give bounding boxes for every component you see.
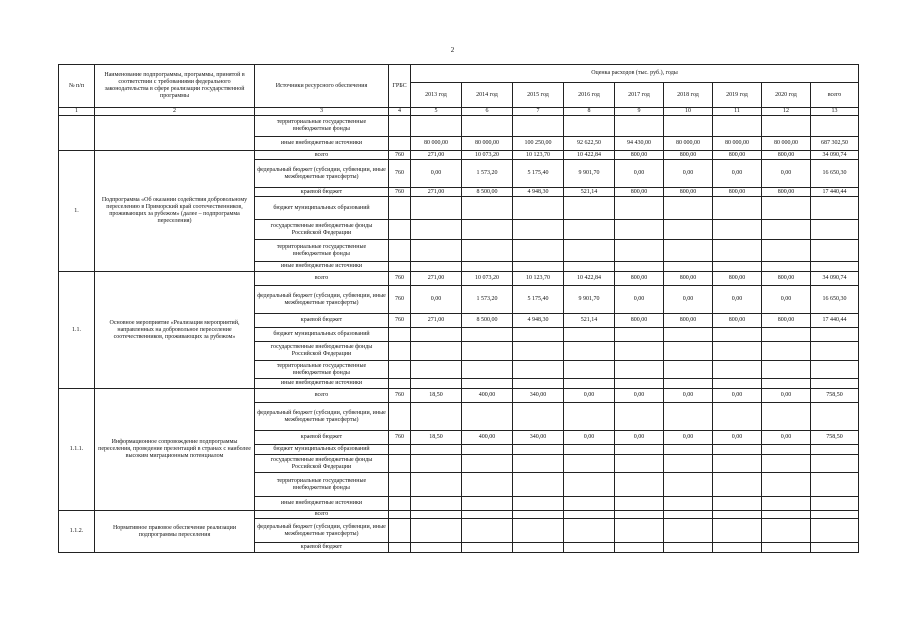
value-cell: 10 073,20 — [462, 151, 513, 160]
row-name: Основное мероприятие «Реализация мероприятий, направленных на добровольное переселение соотечественников, проживающих за рубежом» — [95, 272, 255, 389]
source-label: всего — [255, 272, 389, 286]
source-label: краевой бюджет — [255, 314, 389, 328]
source-label: территориальные государственные внебюджетные фонды — [255, 361, 389, 379]
row-num: 1.1.2. — [59, 511, 95, 553]
source-label: федеральный бюджет (субсидии, субвенции, иные межбюджетные трансферты) — [255, 160, 389, 188]
index-cell: 6 — [462, 108, 513, 116]
value-cell: 340,00 — [513, 431, 564, 445]
value-cell: 80 000,00 — [664, 137, 713, 151]
value-cell: 80 000,00 — [411, 137, 462, 151]
index-cell: 2 — [95, 108, 255, 116]
value-cell: 0,00 — [762, 389, 811, 403]
value-cell: 800,00 — [664, 314, 713, 328]
value-cell: 10 422,84 — [564, 151, 615, 160]
index-cell: 13 — [811, 108, 859, 116]
value-cell: 0,00 — [762, 160, 811, 188]
value-cell: 800,00 — [713, 151, 762, 160]
value-cell: 9 901,70 — [564, 160, 615, 188]
value-cell: 521,14 — [564, 314, 615, 328]
header-year: 2015 год — [513, 83, 564, 108]
source-label: краевой бюджет — [255, 431, 389, 445]
table-row — [59, 272, 859, 286]
value-cell: 271,00 — [411, 314, 462, 328]
value-cell: 271,00 — [411, 151, 462, 160]
value-cell: 800,00 — [713, 314, 762, 328]
value-cell: 0,00 — [615, 389, 664, 403]
resource-table — [58, 64, 859, 553]
value-cell: 758,50 — [811, 389, 859, 403]
page-number: 2 — [450, 46, 455, 54]
value-cell: 18,50 — [411, 431, 462, 445]
value-cell: 800,00 — [762, 314, 811, 328]
source-label: иные внебюджетные источники — [255, 497, 389, 511]
table-row — [59, 389, 859, 403]
source-label: федеральный бюджет (субсидии, субвенции, иные межбюджетные трансферты) — [255, 403, 389, 431]
value-cell: 800,00 — [713, 272, 762, 286]
value-cell: 0,00 — [411, 286, 462, 314]
index-cell: 7 — [513, 108, 564, 116]
source-label: государственные внебюджетные фонды Российской Федерации — [255, 342, 389, 361]
value-cell: 0,00 — [615, 431, 664, 445]
source-label: территориальные государственные внебюджетные фонды — [255, 240, 389, 262]
source-label: краевой бюджет — [255, 188, 389, 197]
header-year: 2014 год — [462, 83, 513, 108]
value-cell: 758,50 — [811, 431, 859, 445]
grbs-cell: 760 — [389, 389, 411, 403]
header-year: 2017 год — [615, 83, 664, 108]
source-label: бюджет муниципальных образований — [255, 197, 389, 220]
source-label: всего — [255, 151, 389, 160]
source-label: краевой бюджет — [255, 543, 389, 553]
value-cell: 1 573,20 — [462, 286, 513, 314]
value-cell: 10 073,20 — [462, 272, 513, 286]
table-row — [59, 151, 859, 160]
header-source: Источники ресурсного обеспечения — [255, 65, 389, 108]
value-cell: 0,00 — [411, 160, 462, 188]
value-cell: 800,00 — [664, 188, 713, 197]
value-cell: 800,00 — [762, 272, 811, 286]
source-label: территориальные государственные внебюджетные фонды — [255, 116, 389, 137]
source-label: федеральный бюджет (субсидии, субвенции, иные межбюджетные трансферты) — [255, 519, 389, 543]
source-label: иные внебюджетные источники — [255, 379, 389, 389]
table-row — [59, 116, 859, 137]
index-cell: 5 — [411, 108, 462, 116]
value-cell: 0,00 — [762, 286, 811, 314]
value-cell: 0,00 — [664, 389, 713, 403]
row-name: Нормативное правовое обеспечение реализации подпрограммы переселения — [95, 511, 255, 553]
value-cell: 100 250,00 — [513, 137, 564, 151]
grbs-cell: 760 — [389, 314, 411, 328]
value-cell: 800,00 — [664, 151, 713, 160]
index-cell: 10 — [664, 108, 713, 116]
source-label: иные внебюджетные источники — [255, 262, 389, 272]
row-num — [59, 116, 95, 151]
header-year: 2016 год — [564, 83, 615, 108]
header-num: № п/п — [59, 65, 95, 108]
row-num: 1.1. — [59, 272, 95, 389]
source-label: государственные внебюджетные фонды Российской Федерации — [255, 455, 389, 473]
source-label: территориальные государственные внебюджетные фонды — [255, 473, 389, 497]
value-cell: 80 000,00 — [462, 137, 513, 151]
row-name: Информационное сопровождение подпрограммы переселения, проведение презентаций в странах с наиболее высоким миграционным потенциалом — [95, 389, 255, 511]
value-cell: 17 440,44 — [811, 314, 859, 328]
grbs-cell: 760 — [389, 272, 411, 286]
grbs-cell: 760 — [389, 431, 411, 445]
value-cell: 400,00 — [462, 431, 513, 445]
index-cell: 1 — [59, 108, 95, 116]
table-row — [59, 511, 859, 519]
value-cell: 10 123,70 — [513, 151, 564, 160]
value-cell: 0,00 — [564, 389, 615, 403]
value-cell: 0,00 — [615, 160, 664, 188]
header-grbs: ГРБС — [389, 65, 411, 108]
value-cell: 4 948,30 — [513, 188, 564, 197]
index-cell: 8 — [564, 108, 615, 116]
value-cell: 0,00 — [664, 286, 713, 314]
header-year: 2018 год — [664, 83, 713, 108]
value-cell: 16 650,30 — [811, 286, 859, 314]
value-cell: 0,00 — [762, 431, 811, 445]
header-year: 2013 год — [411, 83, 462, 108]
row-name: Подпрограмма «Об оказании содействия добровольному переселению в Приморский край соотечественников, проживающих за рубежом» (далее – подпрограмма переселения) — [95, 151, 255, 272]
source-label: государственные внебюджетные фонды Российской Федерации — [255, 220, 389, 240]
value-cell: 800,00 — [762, 188, 811, 197]
value-cell: 5 175,40 — [513, 160, 564, 188]
value-cell: 8 500,00 — [462, 188, 513, 197]
index-cell: 9 — [615, 108, 664, 116]
value-cell: 800,00 — [615, 151, 664, 160]
index-cell: 4 — [389, 108, 411, 116]
value-cell: 0,00 — [664, 431, 713, 445]
row-num: 1. — [59, 151, 95, 272]
value-cell: 521,14 — [564, 188, 615, 197]
value-cell: 400,00 — [462, 389, 513, 403]
value-cell: 800,00 — [615, 272, 664, 286]
index-row — [59, 108, 859, 116]
source-label: иные внебюджетные источники — [255, 137, 389, 151]
header-year: 2019 год — [713, 83, 762, 108]
grbs-cell: 760 — [389, 286, 411, 314]
value-cell: 800,00 — [664, 272, 713, 286]
value-cell: 800,00 — [615, 188, 664, 197]
value-cell: 1 573,20 — [462, 160, 513, 188]
value-cell: 92 622,50 — [564, 137, 615, 151]
value-cell: 0,00 — [615, 286, 664, 314]
grbs-cell: 760 — [389, 188, 411, 197]
value-cell: 800,00 — [762, 151, 811, 160]
index-cell: 12 — [762, 108, 811, 116]
value-cell: 5 175,40 — [513, 286, 564, 314]
row-num: 1.1.1. — [59, 389, 95, 511]
value-cell: 0,00 — [564, 431, 615, 445]
value-cell: 800,00 — [713, 188, 762, 197]
grbs-cell: 760 — [389, 151, 411, 160]
value-cell: 18,50 — [411, 389, 462, 403]
row-name — [95, 116, 255, 151]
value-cell: 10 123,70 — [513, 272, 564, 286]
source-label: федеральный бюджет (субсидии, субвенции, иные межбюджетные трансферты) — [255, 286, 389, 314]
index-cell: 11 — [713, 108, 762, 116]
value-cell: 0,00 — [713, 286, 762, 314]
value-cell: 9 901,70 — [564, 286, 615, 314]
value-cell: 0,00 — [713, 389, 762, 403]
header-year-total: всего — [811, 83, 859, 108]
value-cell: 0,00 — [713, 160, 762, 188]
header-year: 2020 год — [762, 83, 811, 108]
value-cell: 34 090,74 — [811, 272, 859, 286]
source-label: всего — [255, 511, 389, 519]
value-cell: 94 430,00 — [615, 137, 664, 151]
value-cell: 80 000,00 — [713, 137, 762, 151]
value-cell: 34 090,74 — [811, 151, 859, 160]
value-cell: 340,00 — [513, 389, 564, 403]
source-label: бюджет муниципальных образований — [255, 328, 389, 342]
value-cell: 271,00 — [411, 272, 462, 286]
index-cell: 3 — [255, 108, 389, 116]
value-cell: 687 302,50 — [811, 137, 859, 151]
header-name: Наименование подпрограммы, программы, принятой в соответствии с требованиями федерального законодательства в сфере реализации государственной программы — [95, 65, 255, 108]
source-label: бюджет муниципальных образований — [255, 445, 389, 455]
value-cell: 0,00 — [713, 431, 762, 445]
value-cell: 271,00 — [411, 188, 462, 197]
value-cell: 17 440,44 — [811, 188, 859, 197]
header-row — [59, 65, 859, 83]
grbs-cell: 760 — [389, 160, 411, 188]
value-cell: 8 500,00 — [462, 314, 513, 328]
value-cell: 80 000,00 — [762, 137, 811, 151]
value-cell: 0,00 — [664, 160, 713, 188]
source-label: всего — [255, 389, 389, 403]
value-cell: 800,00 — [615, 314, 664, 328]
header-estimate: Оценка расходов (тыс. руб.), годы — [411, 65, 859, 83]
value-cell: 10 422,84 — [564, 272, 615, 286]
value-cell: 4 948,30 — [513, 314, 564, 328]
value-cell: 16 650,30 — [811, 160, 859, 188]
